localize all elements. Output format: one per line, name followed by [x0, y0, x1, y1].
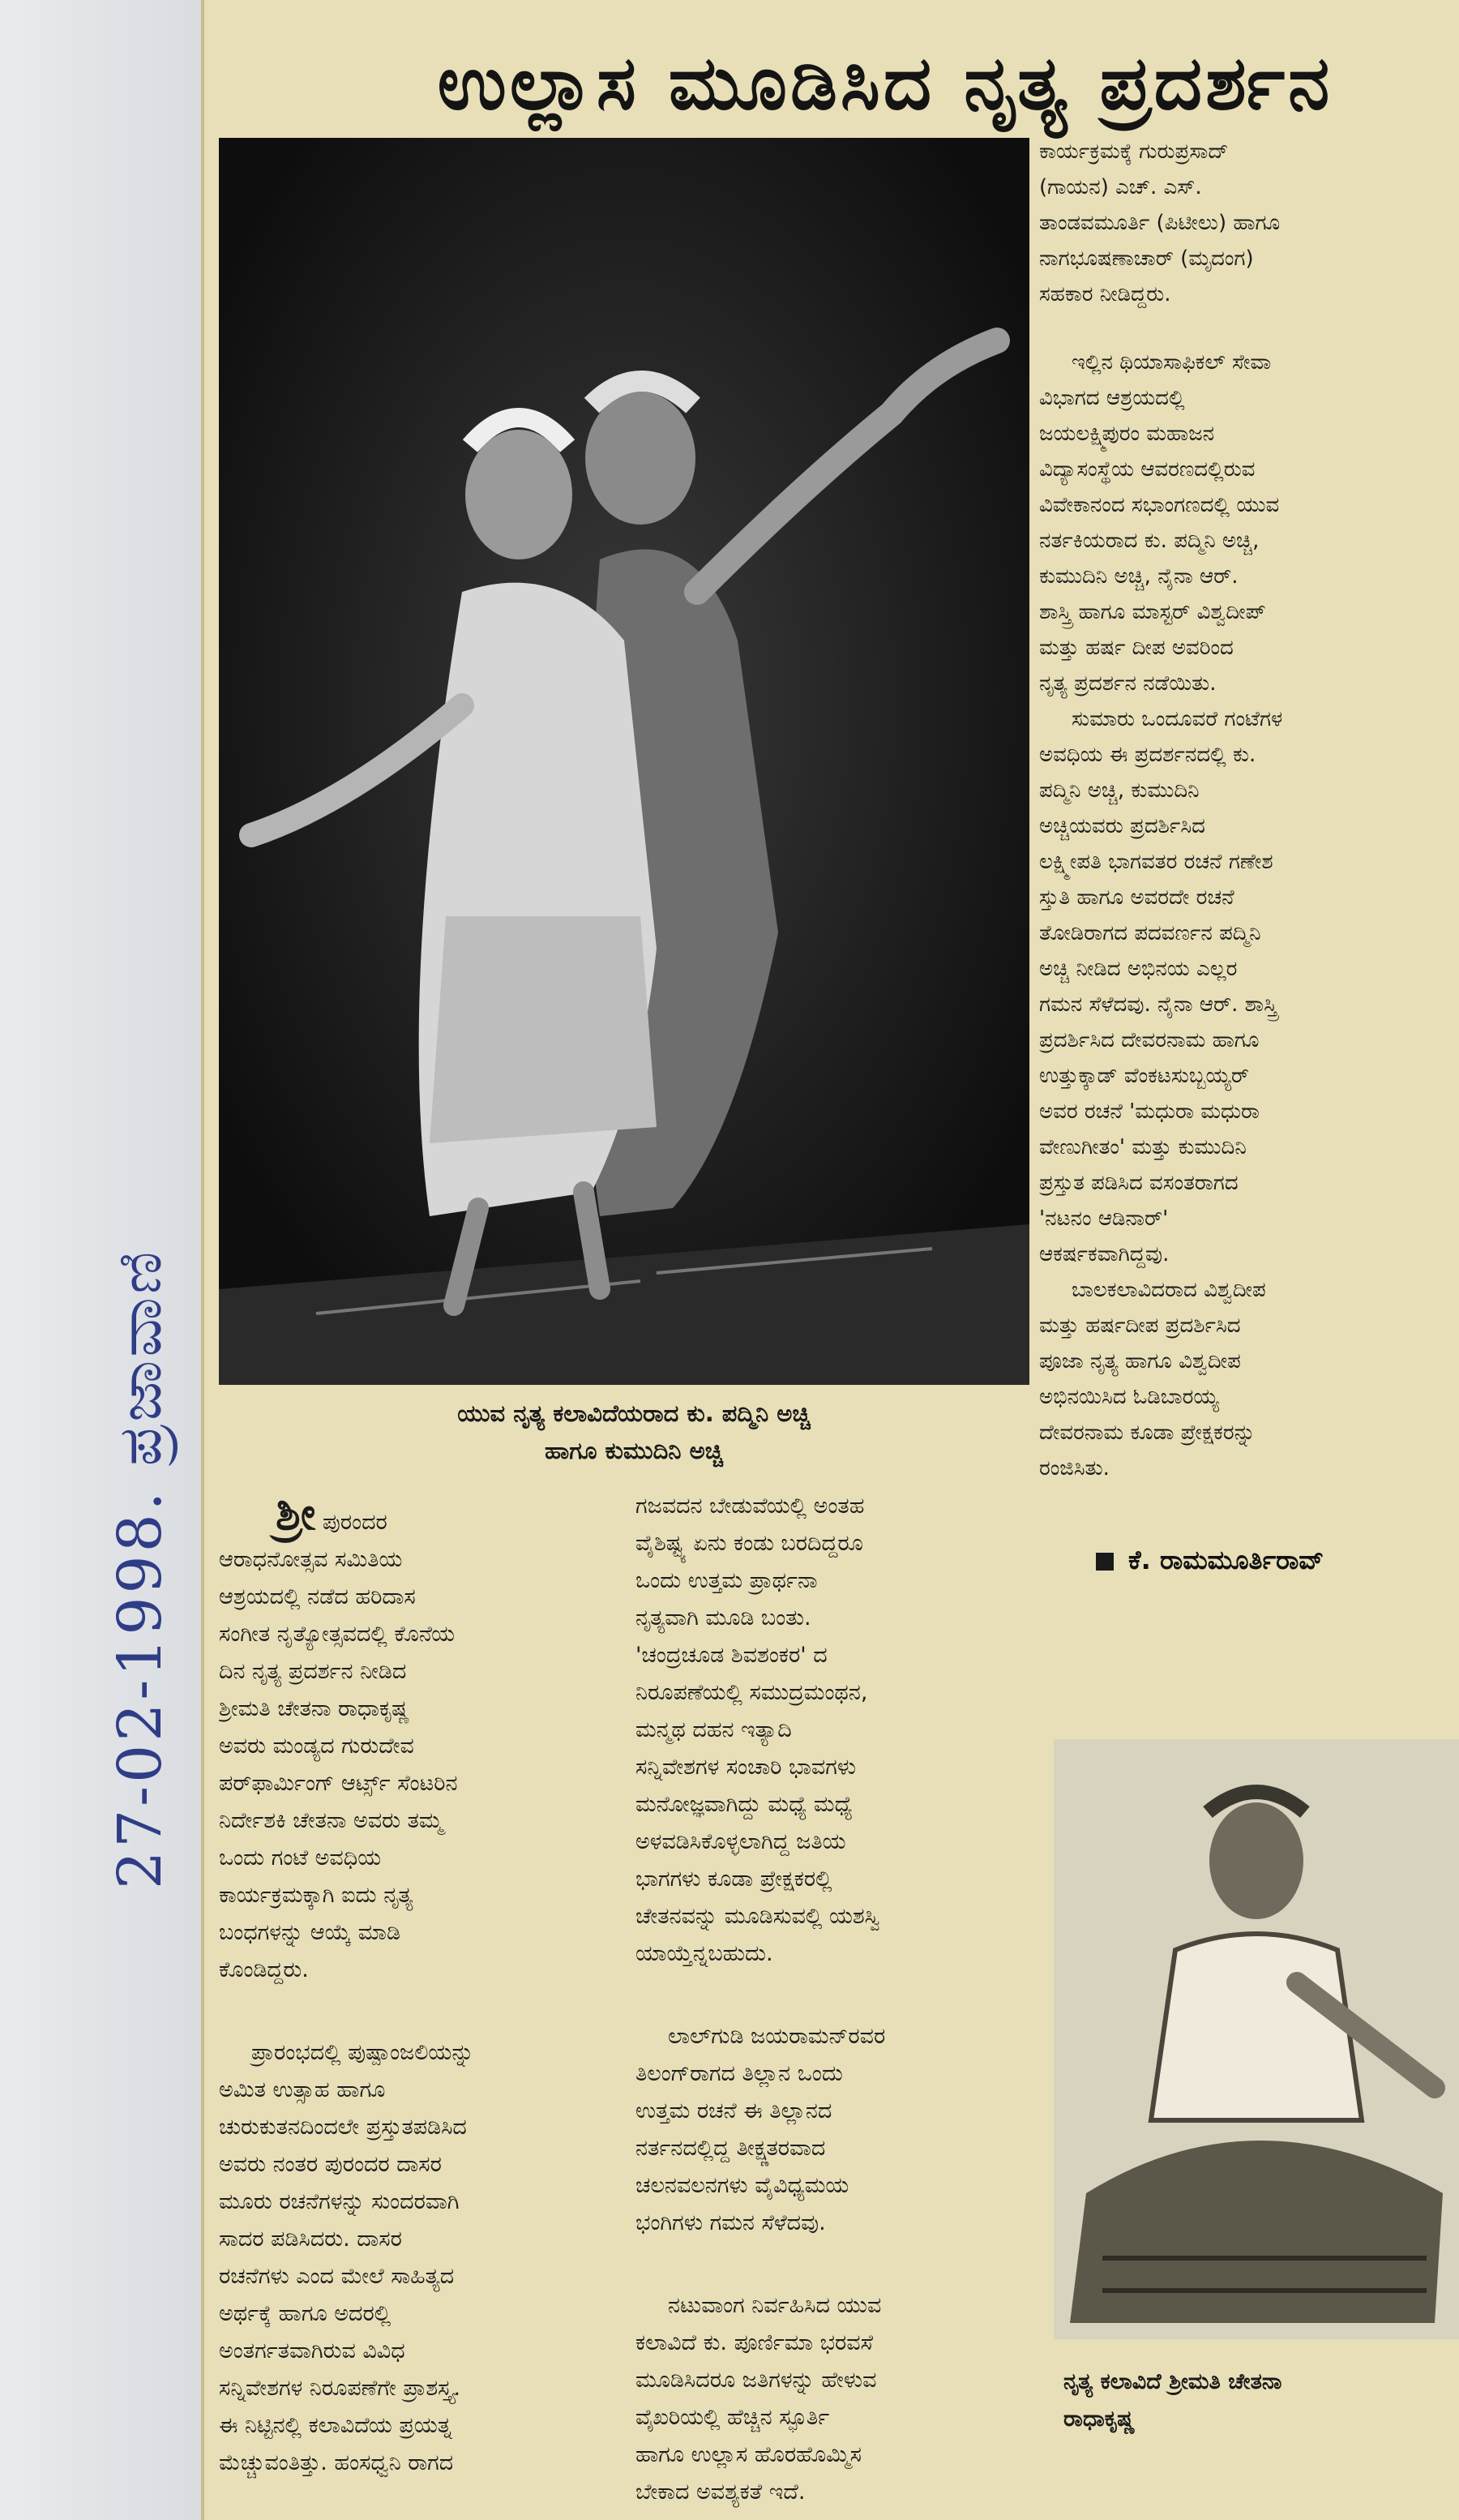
text-line: ನಿರ್ದೇಶಕಿ ಚೇತನಾ ಅವರು ತಮ್ಮ	[219, 1808, 443, 1833]
text-line: ಜಯಲಕ್ಷ್ಮಿಪುರಂ ಮಹಾಜನ	[1039, 422, 1215, 446]
text-line: ರಂಜಿಸಿತು.	[1039, 1456, 1110, 1481]
text-line: ದೇವರನಾಮ ಕೂಡಾ ಪ್ರೇಕ್ಷಕರನ್ನು	[1039, 1421, 1256, 1445]
text-line: ಲಕ್ಷ್ಮೀಪತಿ ಭಾಗವತರ ರಚನೆ ಗಣೇಶ	[1039, 850, 1273, 874]
text-line: ಲಾಲ್‌ಗುಡಿ ಜಯರಾಮನ್‌ರವರ	[668, 2024, 886, 2049]
text-line: ಅವಧಿಯ ಈ ಪ್ರದರ್ಶನದಲ್ಲಿ ಕು.	[1039, 743, 1256, 767]
text-line: ಅಭಿನಯಿಸಿದ ಓಡಿಬಾರಯ್ಯ	[1039, 1385, 1219, 1409]
dancers-illustration	[219, 138, 1029, 1385]
author-name: ಕೆ. ರಾಮಮೂರ್ತಿರಾವ್	[1128, 1545, 1324, 1575]
text-line: ಅಂತರ್ಗತವಾಗಿರುವ ವಿವಿಧ	[219, 2338, 405, 2364]
text-line: ಭಂಗಿಗಳು ಗಮನ ಸೆಳೆದವು.	[635, 2210, 826, 2235]
text-line: ಸಹಕಾರ ನೀಡಿದ್ದರು.	[1039, 282, 1171, 306]
text-line: ನೃತ್ಯ ಪ್ರದರ್ಶನ ನಡೆಯಿತು.	[1039, 671, 1217, 696]
text-line: ನಿರೂಪಣೆಯಲ್ಲಿ ಸಮುದ್ರಮಂಥನ,	[635, 1680, 868, 1705]
text-line: ತಾಂಡವಮೂರ್ತಿ (ಪಿಟೀಲು) ಹಾಗೂ	[1039, 211, 1281, 235]
text-line: ಮೂಡಿಸಿದರೂ ಜತಿಗಳನ್ನು ಹೇಳುವ	[635, 2368, 877, 2393]
text-line: ಅವರು ಮಂಡ್ಯದ ಗುರುದೇವ	[219, 1734, 414, 1759]
text-line: ಕಲಾವಿದೆ ಕು. ಪೂರ್ಣಿಮಾ ಭರವಸೆ	[635, 2330, 874, 2355]
text-line: 'ಚಂದ್ರಚೂಡ ಶಿವಶಂಕರ' ದ	[635, 1643, 828, 1668]
text-line: ಅವರು ನಂತರ ಪುರಂದರ ದಾಸರ	[219, 2152, 442, 2177]
text-line: ವಿದ್ಯಾಸಂಸ್ಥೆಯ ಆವರಣದಲ್ಲಿರುವ	[1039, 457, 1256, 482]
text-line: ಚಲನವಲನಗಳು ವೈವಿಧ್ಯಮಯ	[635, 2173, 849, 2198]
text-line: ಬಾಲಕಲಾವಿದರಾದ ವಿಶ್ವದೀಪ	[1072, 1278, 1266, 1302]
text-line: ಆರಾಧನೋತ್ಸವ ಸಮಿತಿಯ	[219, 1547, 403, 1572]
photo-caption-soloist	[1063, 2364, 1459, 2438]
text-line: ಭಾಗಗಳು ಕೂಡಾ ಪ್ರೇಕ್ಷಕರಲ್ಲಿ	[635, 1866, 832, 1892]
text-line: ಮೂರು ರಚನೆಗಳನ್ನು ಸುಂದರವಾಗಿ	[219, 2189, 460, 2214]
text-line: ಅರ್ಥಕ್ಕೆ ಹಾಗೂ ಅದರಲ್ಲಿ	[219, 2301, 391, 2326]
caption-line: ಯುವ ನೃತ್ಯ ಕಲಾವಿದೆಯರಾದ ಕು. ಪದ್ಮಿನಿ ಅಚ್ಚಿ	[457, 1399, 811, 1427]
text-line: ವಿವೇಕಾನಂದ ಸಭಾಂಗಣದಲ್ಲಿ ಯುವ	[1039, 493, 1280, 517]
text-line: ರಚನೆಗಳು ಎಂದ ಮೇಲೆ ಸಾಹಿತ್ಯದ	[219, 2264, 455, 2289]
soloist-illustration	[1054, 1739, 1459, 2339]
text-line: ಅಳವಡಿಸಿಕೊಳ್ಳಲಾಗಿದ್ದ ಜತಿಯ	[635, 1829, 846, 1854]
text-line: ಪ್ರದರ್ಶಿಸಿದ ದೇವರನಾಮ ಹಾಗೂ	[1039, 1028, 1260, 1052]
text-line: ಮತ್ತು ಹರ್ಷದೀಪ ಪ್ರದರ್ಶಿಸಿದ	[1039, 1314, 1241, 1338]
text-line: ಆಕರ್ಷಕವಾಗಿದ್ದವು.	[1039, 1242, 1170, 1266]
text-line: ಇಲ್ಲಿನ ಥಿಯಾಸಾಫಿಕಲ್ ಸೇವಾ	[1072, 350, 1272, 375]
paragraph	[219, 1496, 600, 1541]
text-line: ನೃತ್ಯವಾಗಿ ಮೂಡಿ ಬಂತು.	[635, 1605, 811, 1631]
text-line: ಚುರುಕುತನದಿಂದಲೇ ಪ್ರಸ್ತುತಪಡಿಸಿದ	[219, 2115, 467, 2140]
text-line: ಅಚ್ಚಿ ನೀಡಿದ ಅಭಿನಯ ಎಲ್ಲರ	[1039, 957, 1238, 981]
article-column-2	[635, 1488, 1025, 2520]
text-line: ಚೇತನವನ್ನು ಮೂಡಿಸುವಲ್ಲಿ ಯಶಸ್ವಿ	[635, 1904, 880, 1929]
text-line: ಸುಮಾರು ಒಂದೂವರೆ ಗಂಟೆಗಳ	[1072, 707, 1283, 731]
text-line: ತೋಡಿರಾಗದ ಪದವರ್ಣನ ಪದ್ಮಿನಿ	[1039, 921, 1261, 945]
author-byline	[1096, 1545, 1324, 1576]
caption-line: ಹಾಗೂ ಕುಮುದಿನಿ ಅಚ್ಚಿ	[544, 1437, 724, 1464]
text-line: ವೈಶಿಷ್ಟ್ಯ ಏನು ಕಂಡು ಬರದಿದ್ದರೂ	[635, 1531, 863, 1556]
text-line: (ಗಾಯನ) ಎಚ್. ಎಸ್.	[1039, 175, 1202, 199]
text-line: ನರ್ತಕಿಯರಾದ ಕು. ಪದ್ಮಿನಿ ಅಚ್ಚಿ,	[1039, 529, 1260, 553]
text-line: ಕೊಂಡಿದ್ದರು.	[219, 1957, 309, 1982]
text-line: ನರ್ತನದಲ್ಲಿದ್ದ ತೀಕ್ಷ್ಣತರವಾದ	[635, 2136, 826, 2161]
text-line: ಪರ್‌ಫಾರ್ಮಿಂಗ್ ಆರ್ಟ್ಸ್ ಸೆಂಟರಿನ	[219, 1771, 458, 1796]
text-line: ಮತ್ತು ಹರ್ಷ ದೀಪ ಅವರಿಂದ	[1039, 636, 1234, 660]
soloist-photo	[1054, 1739, 1459, 2339]
text-line: ಸಂಗೀತ ನೃತ್ಯೋತ್ಸವದಲ್ಲಿ ಕೊನೆಯ	[219, 1622, 456, 1647]
text-line: ವಿಭಾಗದ ಆಶ್ರಯದಲ್ಲಿ	[1039, 386, 1185, 410]
caption-line: ರಾಧಾಕೃಷ್ಣ	[1063, 2406, 1136, 2432]
text-line: ಒಂದು ಉತ್ತಮ ಪ್ರಾರ್ಥನಾ	[635, 1568, 818, 1593]
text-line: ಮನೋಜ್ಞವಾಗಿದ್ದು ಮಧ್ಯೆ ಮಧ್ಯೆ	[635, 1792, 853, 1817]
text-line: ಪ್ರಸ್ತುತ ಪಡಿಸಿದ ವಸಂತರಾಗದ	[1039, 1171, 1239, 1195]
article-column-1	[219, 1496, 600, 2520]
text-line: ಬಂಧಗಳನ್ನು ಆಯ್ಕೆ ಮಾಡಿ	[219, 1920, 400, 1945]
text-line: ವೈಖರಿಯಲ್ಲಿ ಹೆಚ್ಚಿನ ಸ್ಫೂರ್ತಿ	[635, 2405, 830, 2430]
caption-line: ನೃತ್ಯ ಕಲಾವಿದೆ ಶ್ರೀಮತಿ ಚೇತನಾ	[1063, 2369, 1282, 2394]
text-line: ಕಾರ್ಯಕ್ರಮಕ್ಕೆ ಗುರುಪ್ರಸಾದ್	[1039, 139, 1229, 164]
handwritten-date-note: 27-02-1998. ಪ್ರಜಾವಾಣಿ	[105, 1248, 175, 1889]
text-line: ನಟುವಾಂಗ ನಿರ್ವಹಿಸಿದ ಯುವ	[668, 2293, 882, 2318]
newspaper-clipping	[201, 0, 1459, 2520]
text-line: ಪದ್ಮಿನಿ ಅಚ್ಚಿ, ಕುಮುದಿನಿ	[1039, 778, 1200, 803]
headline: ಉಲ್ಲಾಸ ಮೂಡಿಸಿದ ನೃತ್ಯ ಪ್ರದರ್ಶನ	[437, 40, 1333, 126]
dropcap: ಶ್ರೀ	[276, 1496, 316, 1541]
text-line: ಅವರ ರಚನೆ 'ಮಧುರಾ ಮಧುರಾ	[1039, 1099, 1260, 1124]
text-line: ಅಚ್ಚಿಯವರು ಪ್ರದರ್ಶಿಸಿದ	[1039, 814, 1205, 838]
text-line: ಪುರಂದರ	[322, 1510, 387, 1535]
text-line: ಉತ್ತುಕ್ಕಾಡ್ ವೆಂಕಟಸುಬ್ಬಯ್ಯರ್	[1039, 1064, 1250, 1088]
text-line: ಕುಮುದಿನಿ ಅಚ್ಚಿ, ನೈನಾ ಆರ್.	[1039, 564, 1239, 589]
text-line: ನಾಗಭೂಷಣಾಚಾರ್ (ಮೃದಂಗ)	[1039, 246, 1254, 271]
text-line: ಗಮನ ಸೆಳೆದವು. ನೈನಾ ಆರ್. ಶಾಸ್ತ್ರಿ	[1039, 992, 1277, 1017]
text-line: ಕಾರ್ಯಕ್ರಮಕ್ಕಾಗಿ ಐದು ನೃತ್ಯ	[219, 1883, 413, 1908]
text-line: ದಿನ ನೃತ್ಯ ಪ್ರದರ್ಶನ ನೀಡಿದ	[219, 1659, 407, 1684]
text-line: ಸನ್ನಿವೇಶಗಳ ಸಂಚಾರಿ ಭಾವಗಳು	[635, 1755, 857, 1780]
text-line: 'ನಟನಂ ಆಡಿನಾರ್'	[1039, 1206, 1169, 1231]
text-line: ಬೇಕಾದ ಅವಶ್ಯಕತೆ ಇದೆ.	[635, 2479, 806, 2505]
text-line: ವೇಣುಗೀತಂ' ಮತ್ತು ಕುಮುದಿನಿ	[1039, 1135, 1247, 1159]
text-line: ಶಾಸ್ತ್ರಿ ಹಾಗೂ ಮಾಸ್ಟರ್ ವಿಶ್ವದೀಪ್	[1039, 600, 1266, 624]
text-line: ಈ ನಿಟ್ಟಿನಲ್ಲಿ ಕಲಾವಿದೆಯ ಪ್ರಯತ್ನ	[219, 2413, 452, 2438]
text-line: ಸ್ತುತಿ ಹಾಗೂ ಅವರದೇ ರಚನೆ	[1039, 885, 1234, 910]
text-line: ಸನ್ನಿವೇಶಗಳ ನಿರೂಪಣೆಗೇ ಪ್ರಾಶಸ್ತ್ಯ.	[219, 2376, 461, 2401]
photo-caption-dancers	[326, 1395, 942, 1469]
text-line: ತಿಲಂಗ್‌ರಾಗದ ತಿಲ್ಲಾನ ಒಂದು	[635, 2061, 843, 2086]
text-line: ಉತ್ತಮ ರಚನೆ ಈ ತಿಲ್ಲಾನದ	[635, 2098, 832, 2124]
text-line: ಸಾದರ ಪಡಿಸಿದರು. ದಾಸರ	[219, 2226, 402, 2252]
text-line: ಅಮಿತ ಉತ್ಸಾಹ ಹಾಗೂ	[219, 2077, 386, 2102]
text-line: ಆಶ್ರಯದಲ್ಲಿ ನಡೆದ ಹರಿದಾಸ	[219, 1584, 416, 1609]
text-line: ಮನ್ಮಥ ದಹನ ಇತ್ಯಾದಿ	[635, 1717, 792, 1742]
text-line: ಒಂದು ಗಂಟೆ ಅವಧಿಯ	[219, 1845, 382, 1871]
text-line: ಪೂಜಾ ನೃತ್ಯ ಹಾಗೂ ವಿಶ್ವದೀಪ	[1039, 1349, 1241, 1374]
dancers-photo	[219, 138, 1029, 1385]
text-line: ಯಾಯ್ತೆನ್ನಬಹುದು.	[635, 1941, 773, 1966]
text-line: ಪ್ರಾರಂಭದಲ್ಲಿ ಪುಷ್ಪಾಂಜಲಿಯನ್ನು	[251, 2040, 474, 2065]
article-column-3	[1039, 134, 1453, 1536]
text-line: ಗಜವದನ ಬೇಡುವೆಯಲ್ಲಿ ಅಂತಹ	[635, 1494, 865, 1519]
text-line: ಮೆಚ್ಚುವಂತಿತ್ತು. ಹಂಸಧ್ವನಿ ರಾಗದ	[219, 2450, 454, 2475]
bullet-square-icon	[1096, 1553, 1114, 1571]
text-line: ಶ್ರೀಮತಿ ಚೇತನಾ ರಾಧಾಕೃಷ್ಣ	[219, 1696, 410, 1721]
text-line: ಹಾಗೂ ಉಲ್ಲಾಸ ಹೊರಹೊಮ್ಮಿಸ	[635, 2442, 862, 2467]
